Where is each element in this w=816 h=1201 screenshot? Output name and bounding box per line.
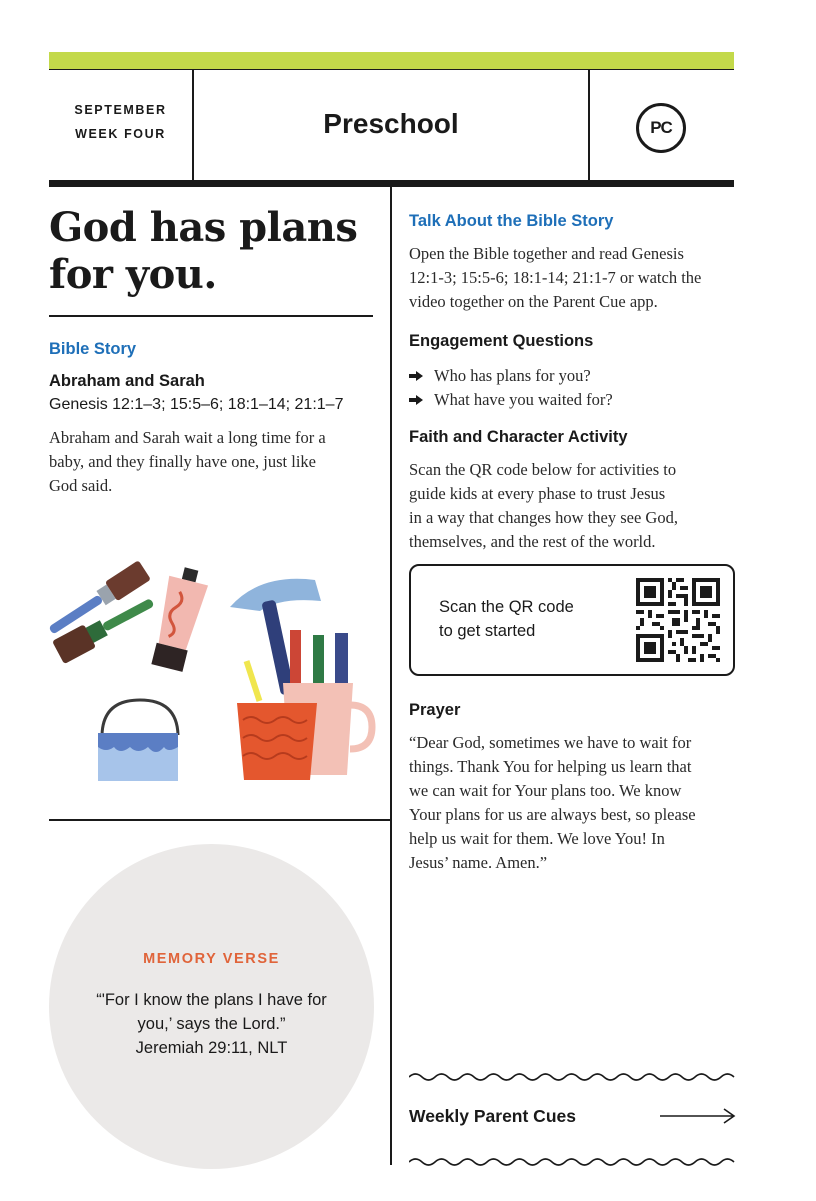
marker-image (313, 635, 324, 690)
story-summary (49, 426, 379, 498)
body-line: Jesus’ name. Amen.” (409, 853, 548, 872)
summary-line: God said. (49, 476, 113, 495)
marker-image (335, 633, 348, 690)
wave-divider (409, 1071, 735, 1083)
activity-body (409, 458, 739, 554)
header-rule (49, 180, 734, 187)
marker-image (290, 630, 301, 690)
arrow-bullet-icon (409, 395, 423, 405)
question-text: What have you waited for? (434, 390, 613, 409)
paint-tube-image (147, 564, 210, 673)
list-item (409, 364, 734, 388)
talk-body (409, 242, 739, 314)
list-item (409, 388, 734, 412)
verse-line: you,’ says the Lord.” (137, 1015, 286, 1033)
heading-line: for you. (49, 251, 217, 298)
body-line: guide kids at every phase to trust Jesus (409, 484, 666, 503)
talk-heading: Talk About the Bible Story (409, 212, 614, 230)
qr-caption (439, 595, 609, 643)
body-line: help us wait for them. We love You! In (409, 829, 665, 848)
parent-cue-logo (636, 103, 686, 153)
date-month: SEPTEMBER (74, 103, 167, 117)
column-divider (390, 187, 392, 1165)
weekly-parent-cues-link[interactable]: Weekly Parent Cues (409, 1106, 576, 1126)
body-line: Open the Bible together and read Genesis (409, 244, 684, 263)
craft-supplies-illustration (45, 535, 380, 790)
logo-text: PC (650, 118, 672, 137)
memory-verse-label: MEMORY VERSE (143, 951, 280, 967)
summary-line: Abraham and Sarah wait a long time for a (49, 428, 326, 447)
body-line: Your plans for us are always best, so please (409, 805, 696, 824)
body-line: 12:1-3; 15:5-6; 18:1-14; 21:1-7 or watch the (409, 268, 702, 287)
verse-line: “'For I know the plans I have for (96, 991, 327, 1009)
story-title: Abraham and Sarah (49, 372, 205, 390)
verse-reference: Jeremiah 29:11, NLT (135, 1039, 288, 1057)
body-line: themselves, and the rest of the world. (409, 532, 656, 551)
story-reference: Genesis 12:1–3; 15:5–6; 18:1–14; 21:1–7 (49, 396, 344, 413)
body-line: Scan the QR code below for activities to (409, 460, 677, 479)
body-line: we can wait for Your plans too. We know (409, 781, 682, 800)
orange-cup-image (237, 703, 317, 780)
date-week: WEEK FOUR (75, 127, 166, 141)
questions-heading: Engagement Questions (409, 332, 594, 350)
header-divider (588, 69, 590, 180)
main-heading (49, 204, 379, 298)
body-line: things. Thank You for helping us learn that (409, 757, 692, 776)
divider (49, 819, 391, 821)
qr-caption-line: Scan the QR code (439, 598, 574, 616)
summary-line: baby, and they finally have one, just like (49, 452, 316, 471)
arrow-bullet-icon (409, 371, 423, 381)
page-title: Preschool (323, 108, 459, 139)
bible-story-label: Bible Story (49, 340, 137, 358)
questions-list (409, 364, 734, 412)
qr-caption-line: to get started (439, 622, 536, 640)
arrow-right-icon[interactable] (660, 1106, 736, 1126)
memory-verse-text (74, 988, 349, 1060)
prayer-body (409, 731, 739, 875)
paintbrush-yellow-image (244, 660, 263, 702)
qr-code[interactable] (636, 578, 720, 662)
heading-line: God has plans (49, 204, 358, 251)
wave-divider (409, 1156, 735, 1168)
body-line: video together on the Parent Cue app. (409, 292, 658, 311)
paint-can-image (98, 700, 178, 781)
body-line: in a way that changes how they see God, (409, 508, 678, 527)
activity-heading: Faith and Character Activity (409, 428, 628, 446)
body-line: “Dear God, sometimes we have to wait for (409, 733, 692, 752)
accent-bar (49, 52, 734, 69)
question-text: Who has plans for you? (434, 366, 591, 385)
prayer-heading: Prayer (409, 701, 461, 719)
hammer-image (230, 579, 321, 696)
divider (49, 315, 373, 317)
